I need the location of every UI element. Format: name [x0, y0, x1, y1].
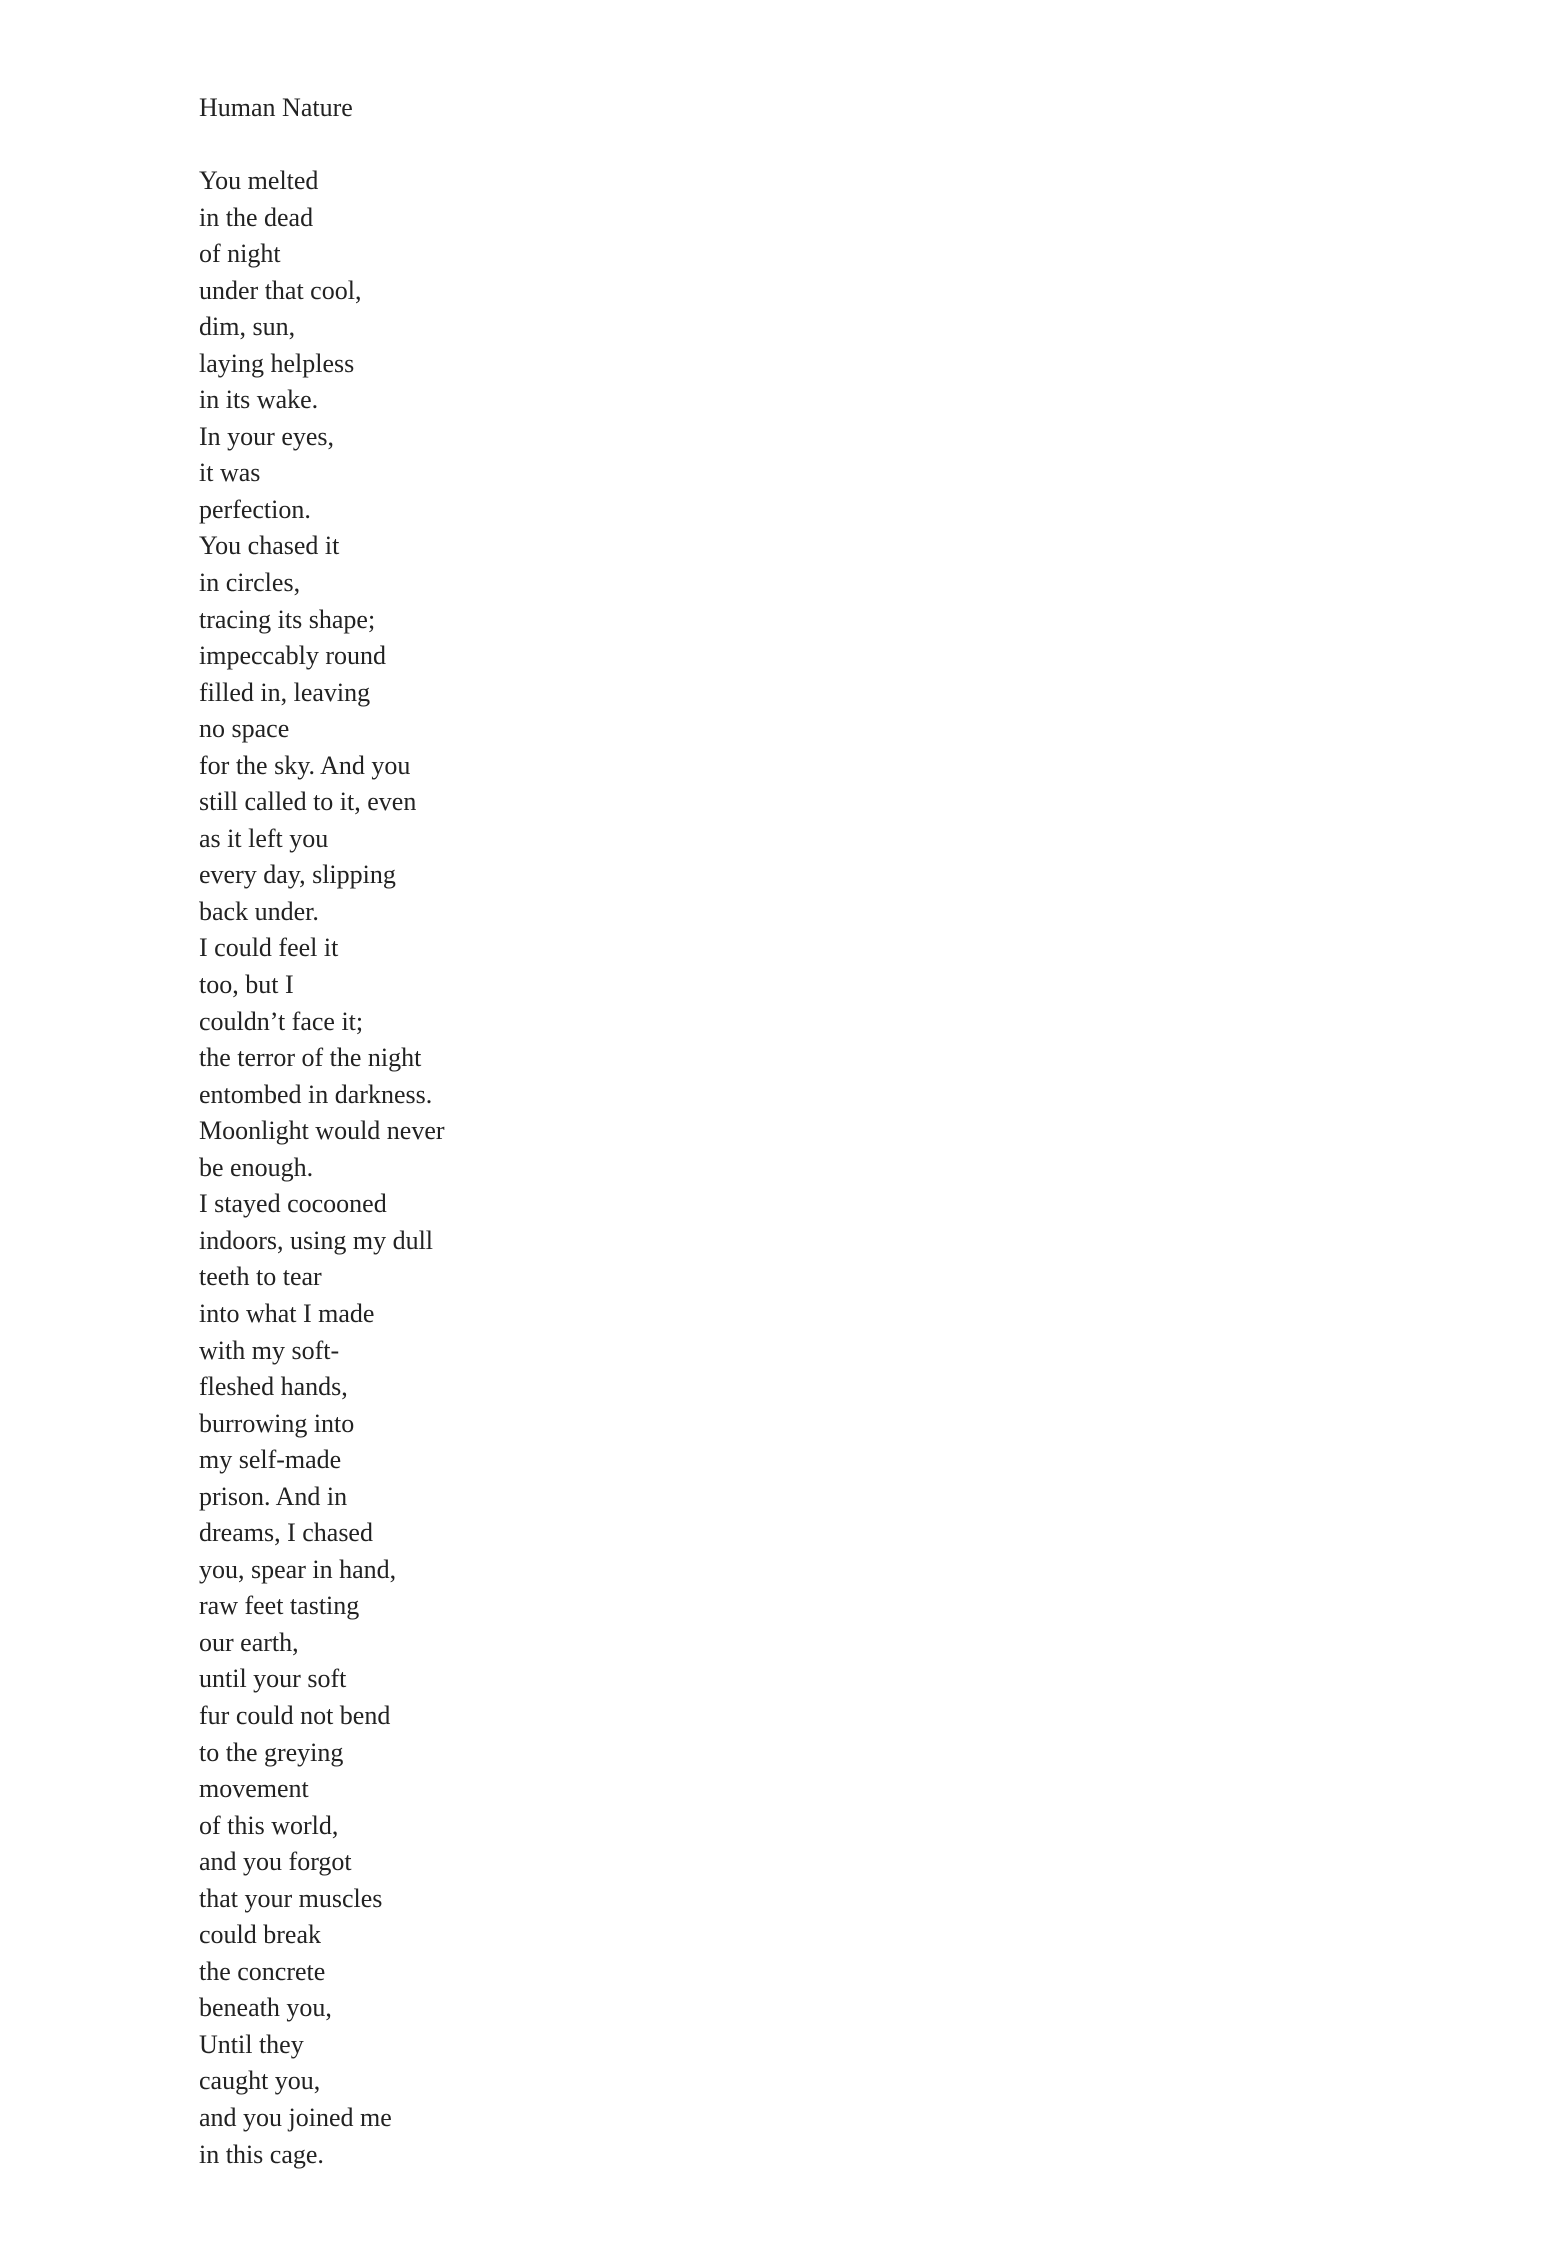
poem-line: under that cool, — [199, 275, 362, 305]
poem-line: it was — [199, 458, 261, 488]
poem-line: in circles, — [199, 568, 301, 598]
poem-line: until your soft — [199, 1664, 347, 1694]
poem-line: tracing its shape; — [199, 604, 376, 634]
poem-line: entombed in darkness. — [199, 1079, 433, 1109]
poem-line: and you forgot — [199, 1847, 352, 1877]
poem-line: as it left you — [199, 823, 329, 853]
poem-line: could break — [199, 1920, 322, 1950]
poem-line: my self-made — [199, 1445, 342, 1475]
poem-line: no space — [199, 714, 290, 744]
poem-line: filled in, leaving — [199, 677, 371, 707]
poem — [199, 90, 445, 2173]
poem-line: fleshed hands, — [199, 1372, 348, 1402]
poem-line: indoors, using my dull — [199, 1225, 434, 1255]
poem-line: You chased it — [199, 531, 340, 561]
poem-line: that your muscles — [199, 1883, 383, 1913]
poem-line: dim, sun, — [199, 312, 296, 342]
poem-line: you, spear in hand, — [199, 1554, 397, 1584]
poem-line: Until they — [199, 2029, 304, 2059]
poem-body — [199, 163, 445, 2173]
poem-line: for the sky. And you — [199, 750, 411, 780]
poem-line: be enough. — [199, 1152, 314, 1182]
poem-line: back under. — [199, 896, 319, 926]
poem-line: burrowing into — [199, 1408, 355, 1438]
poem-line: movement — [199, 1774, 309, 1804]
poem-line: into what I made — [199, 1298, 375, 1328]
poem-line: prison. And in — [199, 1481, 348, 1511]
poem-line: I stayed cocooned — [199, 1189, 387, 1219]
poem-line: and you joined me — [199, 2102, 392, 2132]
poem-line: every day, slipping — [199, 860, 396, 890]
poem-line: beneath you, — [199, 1993, 332, 2023]
poem-line: with my soft- — [199, 1335, 340, 1365]
poem-line: raw feet tasting — [199, 1591, 360, 1621]
poem-line: dreams, I chased — [199, 1518, 373, 1548]
poem-line: our earth, — [199, 1627, 299, 1657]
poem-line: Moonlight would never — [199, 1116, 445, 1146]
poem-line: I could feel it — [199, 933, 339, 963]
poem-line: of night — [199, 239, 281, 269]
poem-line: to the greying — [199, 1737, 344, 1767]
poem-line: the terror of the night — [199, 1043, 422, 1073]
poem-line: of this world, — [199, 1810, 339, 1840]
poem-line: perfection. — [199, 494, 311, 524]
poem-line: fur could not bend — [199, 1700, 391, 1730]
poem-line: caught you, — [199, 2066, 321, 2096]
poem-line: the concrete — [199, 1956, 326, 1986]
poem-line: impeccably round — [199, 641, 386, 671]
poem-line: in its wake. — [199, 385, 319, 415]
poem-line: in this cage. — [199, 2139, 324, 2169]
poem-line: laying helpless — [199, 348, 355, 378]
poem-line: still called to it, even — [199, 787, 417, 817]
poem-line: teeth to tear — [199, 1262, 322, 1292]
poem-line: in the dead — [199, 202, 314, 232]
poem-line: In your eyes, — [199, 421, 335, 451]
poem-line: You melted — [199, 166, 319, 195]
poem-line: too, but I — [199, 970, 294, 1000]
poem-title: Human Nature — [199, 93, 353, 122]
poem-line: couldn’t face it; — [199, 1006, 364, 1036]
